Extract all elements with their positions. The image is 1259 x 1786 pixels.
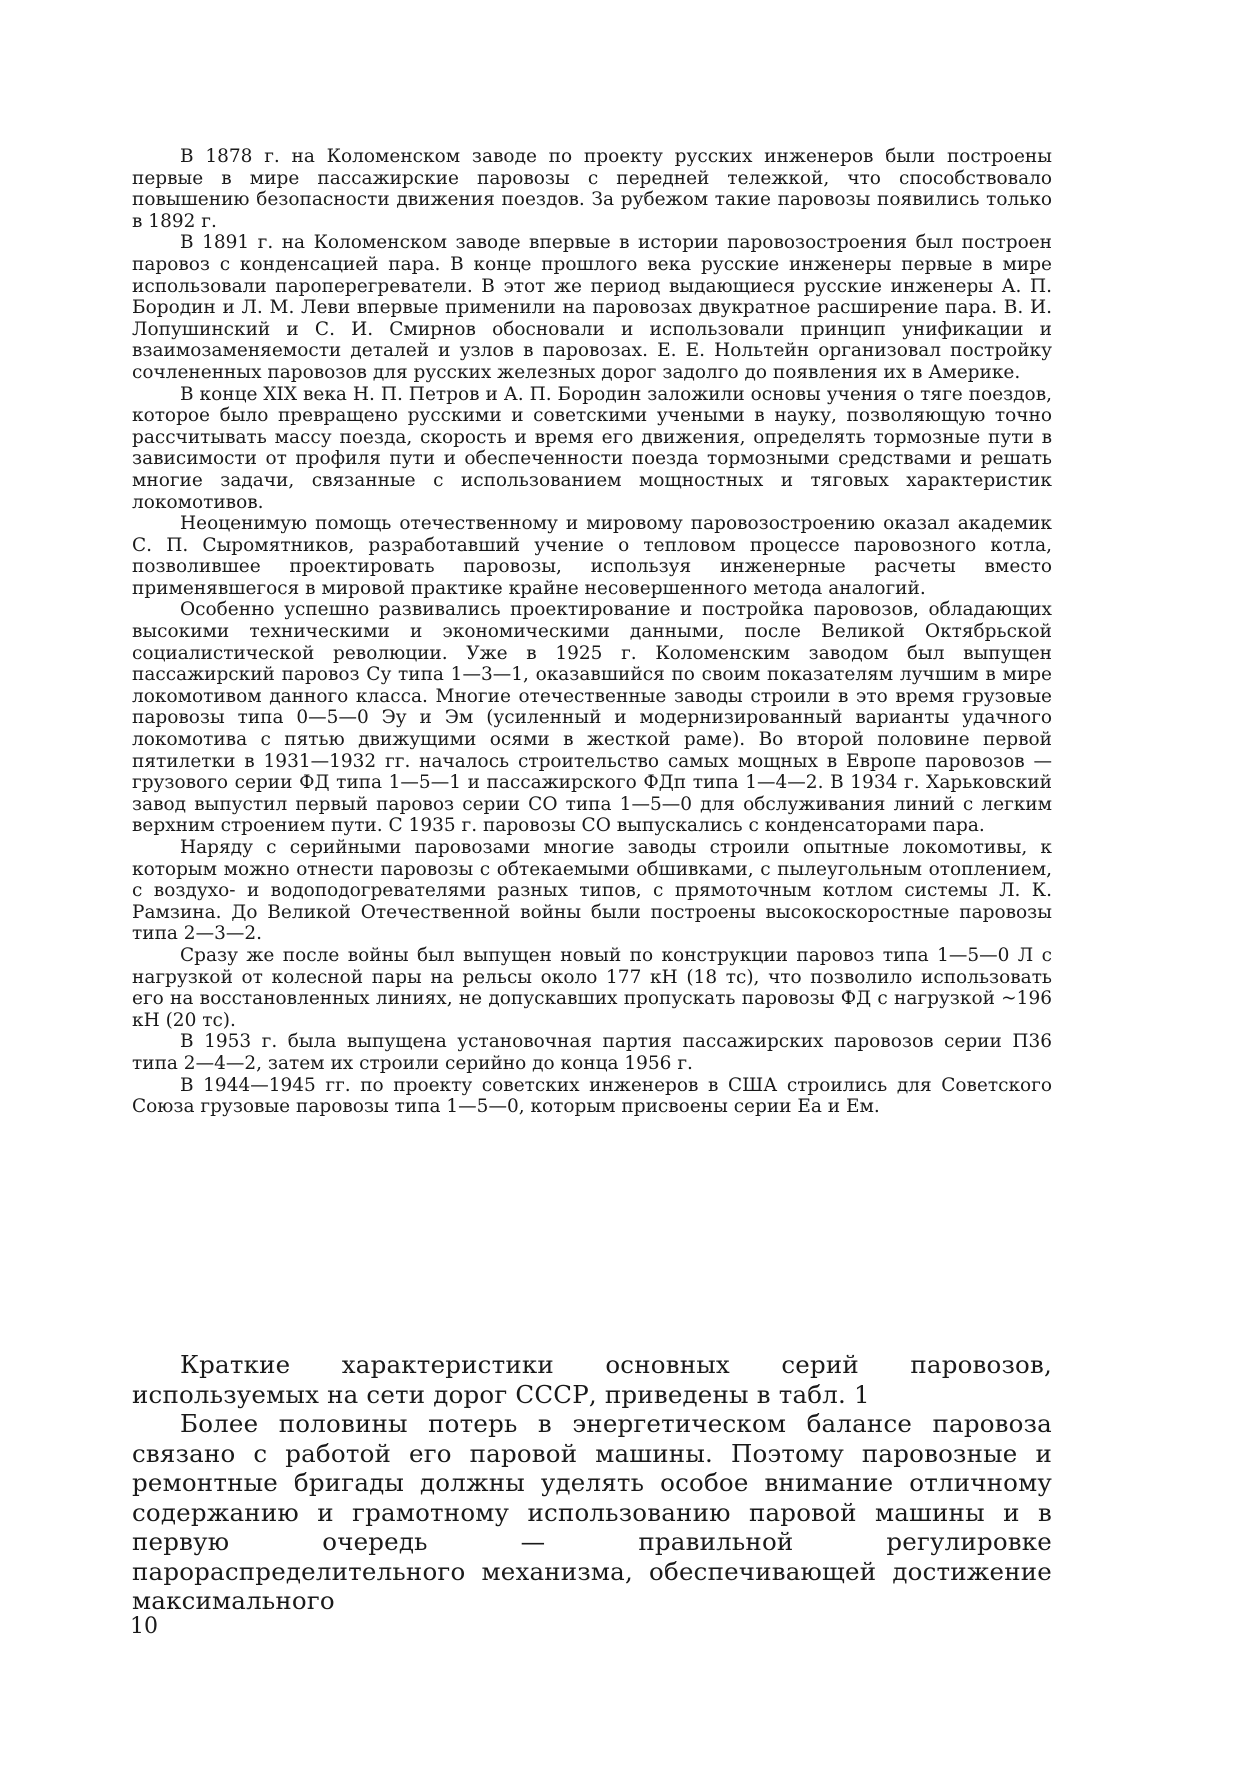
page-number: 10 (130, 1614, 158, 1639)
paragraph: В 1944—1945 гг. по проекту советских инженеров в США строились для Советского Союза грузовые паровозы типа 1—5—0, которым присвоены серии Еа и Ем. (132, 1074, 1052, 1118)
large-text-block (132, 1350, 1052, 1616)
paragraph: В 1878 г. на Коломенском заводе по проекту русских инженеров были построены первые в мире пассажирские паровозы с передней тележкой, что способствовало повышению безопасности движения поездов. За рубежом такие паровозы появились только в 1892 г. (132, 146, 1052, 232)
body-text-block (132, 146, 1052, 1118)
paragraph: Особенно успешно развивались проектирование и постройка паровозов, обладающих высокими техническими и экономическими данными, после Великой Октябрьской социалистической революции. Уже в 1925 г. Коломенским заводом был выпущен пассажирский паровоз Су типа 1—3—1, оказавшийся по своим показателям лучшим в мире локомотивом данного класса. Многие отечественные заводы строили в это время грузовые паровозы типа 0—5—0 Эу и Эм (усиленный и модернизированный варианты удачного локомотива с пятью движущими осями в жесткой раме). Во второй половине первой пятилетки в 1931—1932 гг. началось строительство самых мощных в Европе паровозов — грузового серии ФД типа 1—5—1 и пассажирского ФДп типа 1—4—2. В 1934 г. Харьковский завод выпустил первый паровоз серии СО типа 1—5—0 для обслуживания линий с легким верхним строением пути. С 1935 г. паровозы СО выпускались с конденсаторами пара. (132, 599, 1052, 837)
paragraph: В 1891 г. на Коломенском заводе впервые в истории паровозостроения был построен паровоз с конденсацией пара. В конце прошлого века русские инженеры первые в мире использовали пароперегреватели. В этот же период выдающиеся русские инженеры А. П. Бородин и Л. М. Леви впервые применили на паровозах двукратное расширение пара. В. И. Лопушинский и С. И. Смирнов обосновали и использовали принцип унификации и взаимозаменяемости деталей и узлов в паровозах. Е. Е. Нольтейн организовал постройку сочлененных паровозов для русских железных дорог задолго до появления их в Америке. (132, 232, 1052, 383)
paragraph: В 1953 г. была выпущена установочная партия пассажирских паровозов серии П36 типа 2—4—2, затем их строили серийно до конца 1956 г. (132, 1031, 1052, 1074)
paragraph: Неоценимую помощь отечественному и мировому паровозостроению оказал академик С. П. Сыромятников, разработавший учение о тепловом процессе паровозного котла, позволившее проектировать паровозы, используя инженерные расчеты вместо применявшегося в мировой практике крайне несовершенного метода аналогий. (132, 513, 1052, 599)
large-paragraph: Более половины потерь в энергетическом балансе паровоза связано с работой его паровой машины. Поэтому паровозные и ремонтные бригады должны уделять особое внимание отличному содержанию и грамотному использованию паровой машины и в первую очередь — правильной регулировке парораспределительного механизма, обеспечивающей достижение максимального (132, 1409, 1052, 1615)
paragraph: Сразу же после войны был выпущен новый по конструкции паровоз типа 1—5—0 Л с нагрузкой от колесной пары на рельсы около 177 кН (18 тс), что позволило использовать его на восстановленных линиях, не допускавших пропускать паровозы ФД с нагрузкой ~196 кН (20 тс). (132, 944, 1052, 1031)
paragraph: В конце XIX века Н. П. Петров и А. П. Бородин заложили основы учения о тяге поездов, которое было превращено русскими и советскими учеными в науку, позволяющую точно рассчитывать массу поезда, скорость и время его движения, определять тормозные пути в зависимости от профиля пути и обеспеченности поезда тормозными средствами и решать многие задачи, связанные с использованием мощностных и тяговых характеристик локомотивов. (132, 383, 1052, 513)
large-paragraph: Краткие характеристики основных серий паровозов, используемых на сети дорог СССР, приведены в табл. 1 (132, 1350, 1052, 1409)
paragraph: Наряду с серийными паровозами многие заводы строили опытные локомотивы, к которым можно отнести паровозы с обтекаемыми обшивками, с пылеугольным отоплением, с воздухо- и водоподогревателями разных типов, с прямоточным котлом системы Л. К. Рамзина. До Великой Отечественной войны были построены высокоскоростные паровозы типа 2—3—2. (132, 837, 1052, 945)
